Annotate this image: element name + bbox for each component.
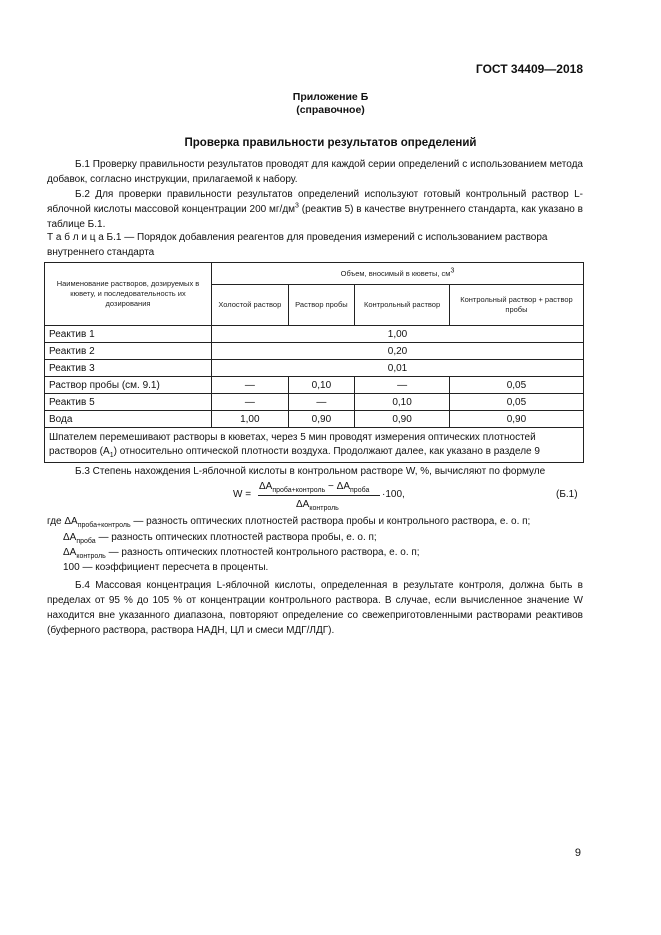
column-header: Контрольный раствор + раствор пробы xyxy=(449,285,583,326)
formula-minus: − xyxy=(325,481,337,492)
definition-symbol: ΔA xyxy=(63,547,77,558)
group-header-cell xyxy=(212,263,584,285)
definition-item xyxy=(63,530,583,545)
column-header: Раствор пробы xyxy=(288,285,355,326)
table-row xyxy=(45,343,584,360)
paragraph-b2 xyxy=(47,187,583,232)
appendix-title: Приложение Б xyxy=(292,91,369,103)
appendix-heading xyxy=(0,91,661,117)
paragraph-b4 xyxy=(47,578,583,638)
definition-sub: проба+контроль xyxy=(77,522,131,529)
table-caption-text: Б.1 — Порядок добавления реагентов для проведения измерений с использованием раствора внутреннего стандарта xyxy=(47,232,548,258)
cell: 0,90 xyxy=(288,411,355,428)
table-row xyxy=(45,377,584,394)
page-number: 9 xyxy=(574,847,581,859)
definition-symbol: ΔA xyxy=(64,516,78,527)
definition-text: — разность оптических плотностей раствора пробы и контрольного раствора, е. о. п; xyxy=(130,516,531,527)
paragraph-b2-text-b: (реактив 5) в качестве внутреннего стандарта, как указано в таблице Б.1. xyxy=(47,204,583,230)
definition-item xyxy=(63,560,583,575)
table-note-text-a: Шпателем перемешивают растворы в кюветах, через 5 мин проводят измерения оптических плотностей растворов (A xyxy=(49,432,536,457)
cell: 0,90 xyxy=(355,411,450,428)
definition-prefix: где xyxy=(47,516,65,527)
cell: 0,05 xyxy=(449,394,583,411)
column-header: Холостой раствор xyxy=(212,285,289,326)
row-name: Раствор пробы (см. 9.1) xyxy=(45,377,212,394)
row-name: Реактив 5 xyxy=(45,394,212,411)
table-note-sub: 1 xyxy=(109,452,114,459)
formula-num-b-sub: проба xyxy=(350,487,370,494)
definition-text: — коэффициент пересчета в проценты. xyxy=(79,562,269,573)
formula-tail: ·100, xyxy=(382,489,405,500)
table-row xyxy=(45,394,584,411)
paragraph-b1 xyxy=(47,157,583,187)
row-value: 0,01 xyxy=(212,360,584,377)
definition-text: — разность оптических плотностей контрольного раствора, е. о. п; xyxy=(105,547,420,558)
cell: — xyxy=(212,394,289,411)
formula-denominator xyxy=(296,499,339,510)
definition-sub: проба xyxy=(76,538,96,545)
paragraph-b4-text: Б.4 Массовая концентрация L-яблочной кислоты, определенная в результате контроля, должна быть в пределах от 95 % до 105 % от концентрации контрольного раствора. В случае, если вычисленное значение W находится вне указанного диапазона, повторяют определение со свежеприготовленными растворами реактивов (буферного раствора, раствора НАДН, ЦЛ и смеси МДГ/ЛДГ). xyxy=(47,580,583,636)
table-caption-label: Т а б л и ц а xyxy=(47,232,104,243)
definition-item xyxy=(63,545,583,560)
paragraph-b2-text-a: Б.2 Для проверки правильности результатов определений используют готовый контрольный раствор L-яблочной кислоты массовой концентрации 200 мг/дм xyxy=(47,189,583,215)
definition-text: — разность оптических плотностей раствора пробы, е. о. п; xyxy=(95,532,377,543)
cell: 0,05 xyxy=(449,377,583,394)
formula-num-a-sub: проба+контроль xyxy=(272,487,326,494)
standard-number: ГОСТ 34409—2018 xyxy=(475,62,583,76)
table-row xyxy=(45,411,584,428)
cell: — xyxy=(212,377,289,394)
definition-symbol: ΔA xyxy=(63,532,77,543)
cell: 0,90 xyxy=(449,411,583,428)
table-note-row xyxy=(45,428,584,463)
column-header: Контрольный раствор xyxy=(355,285,450,326)
cell: 0,10 xyxy=(288,377,355,394)
formula-den: ΔA xyxy=(296,499,310,510)
table-row xyxy=(45,360,584,377)
formula-den-sub: контроль xyxy=(309,505,339,512)
section-title: Проверка правильности результатов определений xyxy=(184,137,477,149)
cell: 0,10 xyxy=(355,394,450,411)
formula-lhs: W = xyxy=(233,489,252,500)
cell: — xyxy=(355,377,450,394)
row-name: Реактив 1 xyxy=(45,326,212,343)
definition-item xyxy=(47,514,583,529)
row-name: Вода xyxy=(45,411,212,428)
formula-num-a: ΔA xyxy=(259,481,273,492)
definition-symbol: 100 xyxy=(63,562,80,573)
formula-num-b: ΔA xyxy=(336,481,351,492)
formula-numerator xyxy=(259,481,369,492)
group-header-sup: 3 xyxy=(450,267,455,275)
reagent-table xyxy=(44,262,584,463)
table-row xyxy=(45,326,584,343)
appendix-subtitle: (справочное) xyxy=(296,104,365,116)
table-note xyxy=(45,428,584,463)
row-value: 1,00 xyxy=(212,326,584,343)
fraction-bar xyxy=(258,495,380,496)
paragraph-b3-text: Б.3 Степень нахождения L-яблочной кислоты в контрольном растворе W, %, вычисляют по формуле xyxy=(75,466,546,477)
table-caption xyxy=(47,230,583,260)
paragraph-b3 xyxy=(47,464,583,479)
paragraph-b1-text: Б.1 Проверку правильности результатов проводят для каждой серии определений с использованием метода добавок, согласно инструкции, прилагаемой к набору. xyxy=(47,159,583,185)
row-name: Реактив 2 xyxy=(45,343,212,360)
group-header-text: Объем, вносимый в кюветы, см xyxy=(340,268,451,278)
row-header-cell: Наименование растворов, дозируемых в кювету, и последовательность их дозирования xyxy=(45,263,212,326)
cell: — xyxy=(288,394,355,411)
row-value: 0,20 xyxy=(212,343,584,360)
table-note-text-b: ) относительно оптической плотности воздуха. Продолжают далее, как указано в разделе 9 xyxy=(113,446,540,457)
cell: 1,00 xyxy=(212,411,289,428)
row-name: Реактив 3 xyxy=(45,360,212,377)
paragraph-b2-sup: 3 xyxy=(295,202,299,210)
formula-number: (Б.1) xyxy=(556,489,578,500)
definition-sub: контроль xyxy=(76,553,106,560)
